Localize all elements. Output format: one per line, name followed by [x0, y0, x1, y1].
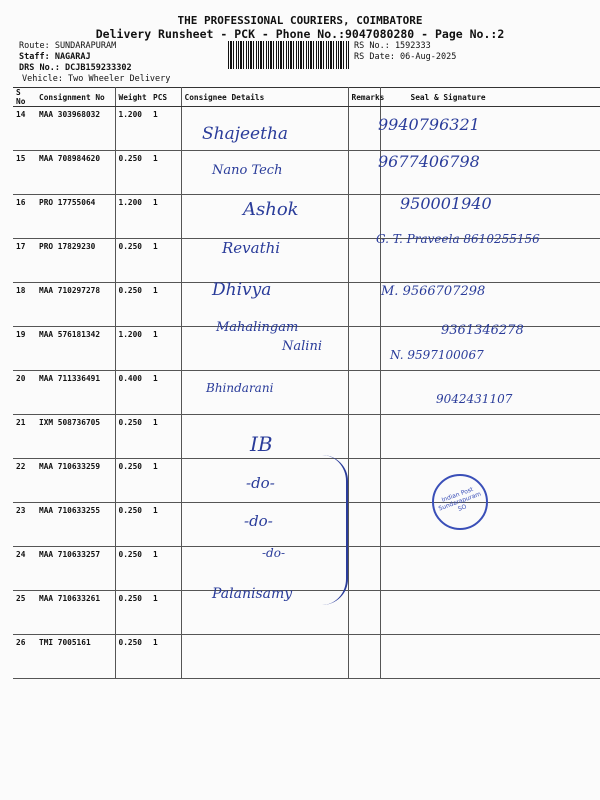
table-row [13, 415, 600, 459]
table-row [13, 459, 600, 503]
cell-pcs: 1 [150, 459, 181, 503]
hw-signature: 9042431107 [436, 392, 513, 406]
cell-signature [380, 547, 600, 591]
cell-remarks [348, 591, 380, 635]
table-header-row [13, 88, 600, 107]
col-weight: Weight [115, 88, 150, 107]
hw-signature: G. T. Praveela 8610255156 [376, 232, 540, 246]
vehicle: Vehicle: Two Wheeler Delivery [22, 74, 171, 84]
col-consignment: Consignment No [36, 88, 115, 107]
ditto-bracket [322, 455, 348, 605]
cell-pcs: 1 [150, 327, 181, 371]
cell-consignment: MAA 711336491 [36, 371, 115, 415]
hw-consignee: Mahalingam [216, 320, 299, 335]
cell-weight: 1.200 [115, 327, 150, 371]
cell-weight: 0.250 [115, 635, 150, 679]
cell-pcs: 1 [150, 371, 181, 415]
col-remarks: Remarks [348, 88, 380, 107]
col-pcs: PCS [150, 88, 181, 107]
hw-consignee: -do- [246, 474, 275, 492]
cell-consignment: TMI 7005161 [36, 635, 115, 679]
cell-pcs: 1 [150, 151, 181, 195]
cell-weight: 0.400 [115, 371, 150, 415]
cell-sno: 15 [13, 151, 36, 195]
cell-consignment: MAA 708984620 [36, 151, 115, 195]
cell-signature [380, 503, 600, 547]
hw-consignee: Dhivya [212, 280, 272, 300]
cell-consignment: MAA 710297278 [36, 283, 115, 327]
rs-date: RS Date: 06-Aug-2025 [354, 52, 457, 62]
cell-consignment: PRO 17755064 [36, 195, 115, 239]
document-subtitle: Delivery Runsheet - PCK - Phone No.:9047080280 - Page No.:2 [95, 27, 505, 41]
cell-sno: 18 [13, 283, 36, 327]
cell-pcs: 1 [150, 283, 181, 327]
cell-sno: 21 [13, 415, 36, 459]
cell-weight: 0.250 [115, 547, 150, 591]
cell-signature [380, 635, 600, 679]
hw-signature: 9677406798 [378, 152, 480, 171]
table-row [13, 107, 600, 151]
cell-sno: 22 [13, 459, 36, 503]
hw-consignee: Shajeetha [202, 124, 289, 144]
hw-signature: 950001940 [400, 194, 492, 213]
cell-remarks [348, 107, 380, 151]
cell-pcs: 1 [150, 503, 181, 547]
hw-consignee: Ashok [243, 199, 299, 220]
cell-signature [380, 591, 600, 635]
cell-consignment: MAA 710633261 [36, 591, 115, 635]
cell-consignment: IXM 508736705 [36, 415, 115, 459]
cell-pcs: 1 [150, 635, 181, 679]
post-office-stamp: Indian Post Sundarapuram SO [432, 474, 488, 530]
cell-weight: 0.250 [115, 459, 150, 503]
cell-weight: 1.200 [115, 195, 150, 239]
document-title: THE PROFESSIONAL COURIERS, COIMBATORE [177, 14, 423, 27]
cell-weight: 0.250 [115, 283, 150, 327]
cell-weight: 0.250 [115, 503, 150, 547]
cell-weight: 0.250 [115, 415, 150, 459]
hw-signature: M. 9566707298 [381, 284, 486, 299]
table-row [13, 283, 600, 327]
hw-signature: 9940796321 [378, 115, 480, 134]
hw-consignee: Nano Tech [212, 163, 283, 178]
cell-signature [380, 415, 600, 459]
cell-sno: 25 [13, 591, 36, 635]
cell-remarks [348, 547, 380, 591]
col-signature: Seal & Signature [380, 88, 600, 107]
cell-pcs: 1 [150, 107, 181, 151]
barcode [228, 41, 350, 69]
cell-weight: 0.250 [115, 151, 150, 195]
cell-weight: 0.250 [115, 591, 150, 635]
cell-weight: 1.200 [115, 107, 150, 151]
hw-consignee: IB [250, 432, 273, 456]
cell-sno: 24 [13, 547, 36, 591]
col-sno: S No [13, 88, 36, 107]
cell-sno: 23 [13, 503, 36, 547]
hw-consignee: -do- [262, 546, 286, 560]
cell-remarks [348, 459, 380, 503]
cell-sno: 19 [13, 327, 36, 371]
rs-number: RS No.: 1592333 [354, 41, 431, 51]
cell-consignment: MAA 303968032 [36, 107, 115, 151]
table-row [13, 635, 600, 679]
cell-remarks [348, 327, 380, 371]
hw-signature: N. 9597100067 [390, 348, 484, 362]
cell-pcs: 1 [150, 195, 181, 239]
cell-sno: 14 [13, 107, 36, 151]
cell-consignment: MAA 710633255 [36, 503, 115, 547]
cell-sno: 20 [13, 371, 36, 415]
cell-consignment: MAA 710633259 [36, 459, 115, 503]
cell-consignment: MAA 710633257 [36, 547, 115, 591]
cell-remarks [348, 415, 380, 459]
drs-number: DRS No.: DCJB159233302 [19, 63, 132, 73]
cell-pcs: 1 [150, 239, 181, 283]
cell-sno: 17 [13, 239, 36, 283]
cell-remarks [348, 151, 380, 195]
cell-remarks [348, 635, 380, 679]
cell-remarks [348, 371, 380, 415]
hw-consignee: Palanisamy [212, 586, 293, 602]
cell-pcs: 1 [150, 415, 181, 459]
cell-sno: 16 [13, 195, 36, 239]
hw-consignee: -do- [244, 512, 273, 530]
cell-signature [380, 459, 600, 503]
table-row [13, 591, 600, 635]
col-consignee: Consignee Details [181, 88, 348, 107]
hw-signature: 9361346278 [441, 323, 524, 338]
cell-remarks [348, 503, 380, 547]
staff: Staff: NAGARAJ [19, 52, 91, 62]
cell-consignment: PRO 17829230 [36, 239, 115, 283]
cell-pcs: 1 [150, 591, 181, 635]
cell-pcs: 1 [150, 547, 181, 591]
hw-consignee: Nalini [282, 339, 322, 354]
cell-weight: 0.250 [115, 239, 150, 283]
route: Route: SUNDARAPURAM [19, 41, 117, 51]
table-row [13, 151, 600, 195]
cell-sno: 26 [13, 635, 36, 679]
cell-consignment: MAA 576181342 [36, 327, 115, 371]
cell-remarks [348, 283, 380, 327]
table-row [13, 503, 600, 547]
cell-consignee [181, 635, 348, 679]
table-row [13, 547, 600, 591]
hw-consignee: Revathi [222, 239, 281, 257]
hw-consignee: Bhindarani [206, 381, 274, 395]
runsheet-table [13, 87, 600, 679]
